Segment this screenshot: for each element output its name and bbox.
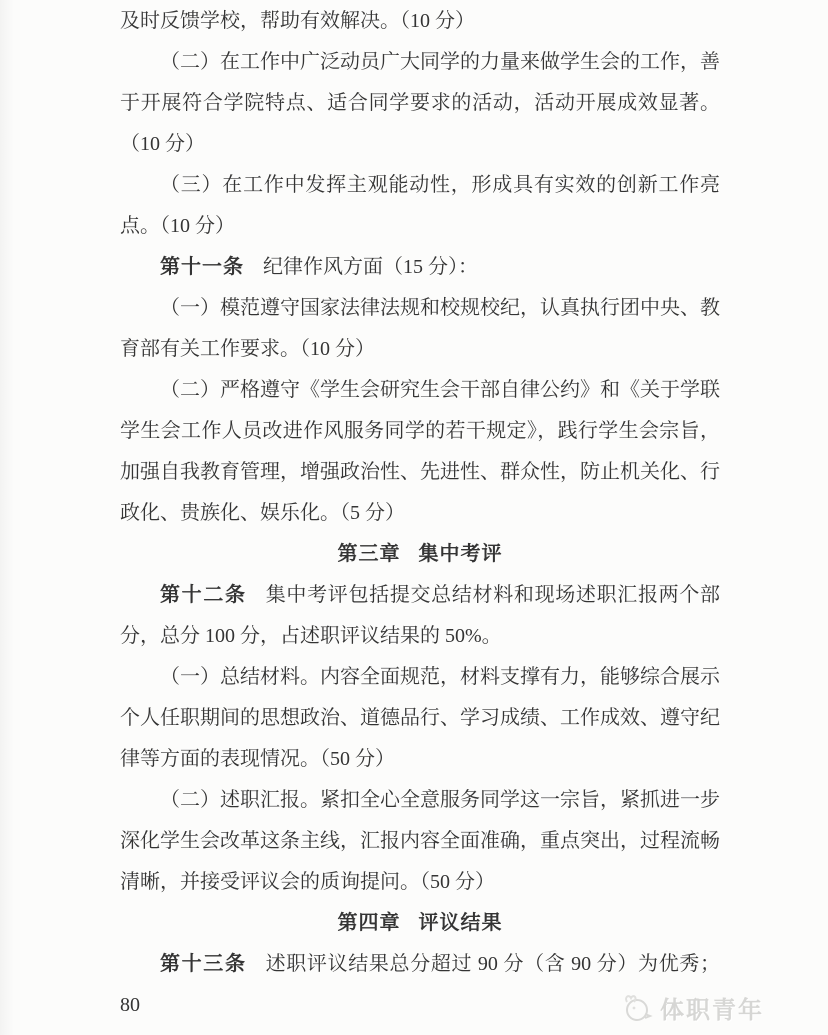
chapter-number-4: 第四章	[337, 912, 401, 934]
chapter-heading-4	[120, 903, 720, 944]
body-paragraph-continuation: 及时反馈学校，帮助有效解决。（10 分）	[120, 10, 475, 32]
chapter-heading-3	[120, 534, 720, 575]
article-paragraph-12	[120, 575, 720, 657]
article-number-12: 第十二条	[160, 584, 247, 606]
article-number-13: 第十三条	[160, 953, 247, 975]
document-body	[120, 1, 720, 1026]
body-paragraph-debrief-report: （二）述职汇报。紧扣全心全意服务同学这一宗旨，紧抓进一步深化学生会改革这条主线，汇报内容全面准确，重点突出，过程流畅清晰，并接受评议会的质询提问。（50 分）	[120, 789, 720, 893]
body-paragraph-item-1: （一）模范遵守国家法律法规和校规校纪，认真执行团中央、教育部有关工作要求。（10 分）	[120, 297, 720, 360]
article-text-13: 述职评议结果总分超过 90 分（含 90 分）为优秀；80	[120, 953, 721, 1016]
chapter-title-3: 集中考评	[418, 543, 503, 565]
article-text-11: 纪律作风方面（15 分）：	[263, 256, 478, 278]
body-paragraph-item-2: （二）在工作中广泛动员广大同学的力量来做学生会的工作，善于开展符合学院特点、适合同学要求的活动，活动开展成效显著。（10 分）	[120, 51, 720, 155]
article-paragraph-11	[120, 247, 720, 288]
chapter-number-3: 第三章	[337, 543, 401, 565]
watermark	[617, 990, 764, 1025]
watermark-label: 体职青年	[660, 997, 764, 1024]
article-text-12: 集中考评包括提交总结材料和现场述职汇报两个部分，总分 100 分，占述职评议结果的 50%。	[120, 584, 721, 647]
chapter-title-4: 评议结果	[418, 912, 503, 934]
body-paragraph-summary-materials: （一）总结材料。内容全面规范，材料支撑有力，能够综合展示个人任职期间的思想政治、道德品行、学习成绩、工作成效、遵守纪律等方面的表现情况。（50 分）	[120, 666, 720, 770]
body-paragraph-item-3: （三）在工作中发挥主观能动性，形成具有实效的创新工作亮点。（10 分）	[120, 174, 720, 237]
article-number-11: 第十一条	[160, 256, 244, 278]
body-paragraph-item-2b: （二）严格遵守《学生会研究生会干部自律公约》和《关于学联学生会工作人员改进作风服务同学的若干规定》，践行学生会宗旨，加强自我教育管理，增强政治性、先进性、群众性，防止机关化、行政化、贵族化、娱乐化。（5 分）	[120, 379, 720, 524]
mascot-bird-icon	[617, 993, 653, 1023]
